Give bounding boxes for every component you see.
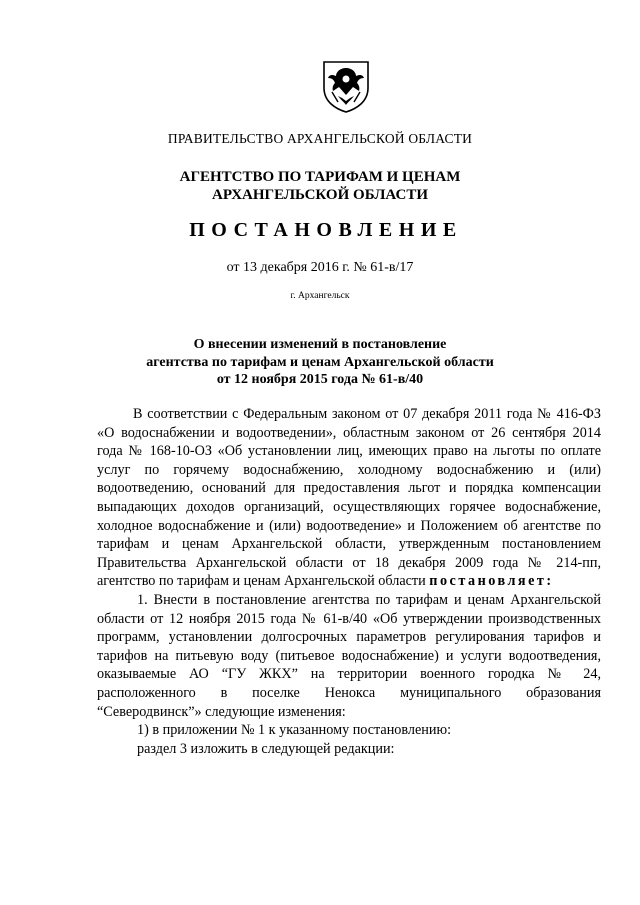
paragraph-preamble: [97, 405, 601, 591]
subject-line1: О внесении изменений в постановление: [193, 337, 447, 352]
government-name: ПРАВИТЕЛЬСТВО АРХАНГЕЛЬСКОЙ ОБЛАСТИ: [167, 131, 473, 146]
agency-name-line1: АГЕНТСТВО ПО ТАРИФАМ И ЦЕНАМ: [179, 169, 461, 185]
resolve-keyword: постановляет:: [429, 573, 554, 590]
document-subject: [0, 336, 640, 389]
subject-line3: от 12 ноября 2015 года № 61-в/40: [216, 372, 424, 387]
document-body: [97, 405, 601, 758]
paragraph-section-3: раздел 3 изложить в следующей редакции:: [137, 740, 395, 757]
paragraph-item-1: 1. Внести в постановление агентства по тарифам и ценам Архангельской области от 12 ноября 2015 года № 61-в/40 «Об утверждении производственных программ, установлении долгосрочных параметров регулирования тарифов и тарифов на питьевую воду (питьевое водоснабжение) и услуги водоотведения, оказываемые АО “ГУ ЖКХ” на территории военного городка № 24, расположенного в поселке Ненокса муниципального образования “Северодвинск”» следующие изменения:: [97, 591, 601, 720]
document-date-number: от 13 декабря 2016 г. № 61-в/17: [226, 260, 414, 275]
subject-line2: агентства по тарифам и ценам Архангельской области: [146, 354, 494, 370]
coat-of-arms-emblem: [318, 58, 374, 114]
preamble-text: В соответствии с Федеральным законом от 07 декабря 2011 года № 416-ФЗ «О водоснабжении и водоотведении», областным законом от 26 сентября 2014 года № 168-10-ОЗ «Об установлении лиц, имеющих право на льготы по оплате услуг по горячему водоснабжению, холодному водоснабжению и (или) водоотведению, оснований для предоставления льгот и порядка компенсации выпадающих доходов организаций, осуществляющих горячее водоснабжение, холодное водоснабжение и (или) водоотведение» и Положением об агентстве по тарифам и ценам Архангельской области, утвержденным постановлением Правительства Архангельской области от 18 декабря 2009 года № 214-пп, агентство по тарифам и ценам Архангельской области: [97, 406, 601, 590]
document-type-title: ПОСТАНОВЛЕНИЕ: [189, 219, 463, 241]
paragraph-subitem-1: 1) в приложении № 1 к указанному постановлению:: [137, 722, 452, 739]
agency-name: [0, 168, 640, 204]
agency-name-line2: АРХАНГЕЛЬСКОЙ ОБЛАСТИ: [212, 187, 428, 203]
document-city: г. Архангельск: [290, 291, 350, 301]
